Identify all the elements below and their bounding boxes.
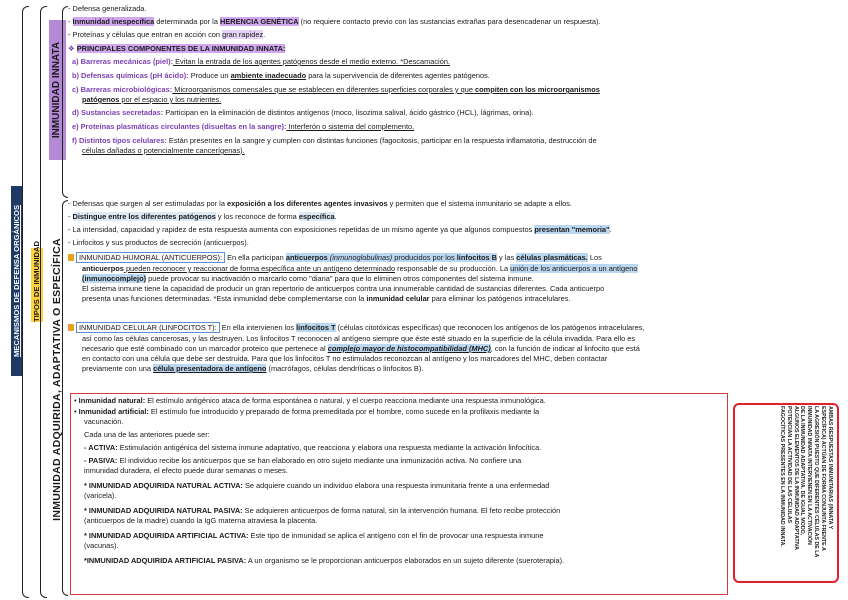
component-c: c) Barreras microbiológicas: Microorganismos comensales que se establecen en diferentes superficies corporales y que compiten con los microorganismos (72, 85, 600, 94)
sidenote-rotated (778, 406, 833, 576)
tipos-inmunidad-label: TIPOS DE INMUNIDAD (32, 240, 41, 322)
component-e: e) Proteínas plasmáticas circulantes (disueltas en la sangre): Interferón o sistema del complemento. (72, 122, 415, 131)
component-f: f) Distintos tipos celulares: Están presentes en la sangre y cumplen con distintas funciones (fagocitosis, participar en la respuesta inflamatoria, destrucción de (72, 136, 597, 145)
sidenote-line: LA AGRESIÓN PUESTO QUE DIFERENTES CÉLULAS DE LA (813, 406, 820, 558)
celular-line-4: en contacto con una célula que debe ser destruida. Para que los linfocitos T no estimulados reconozcan al antígeno y los marcadores del MHC, deben contactar (82, 354, 608, 363)
adq-line-3: - La intensidad, capacidad y rapidez de esta respuesta aumenta con exposiciones repetidas de un mismo agente ya que algunos compuestos presentan "memoria". (68, 225, 612, 234)
artificial-activa-cont: (vacunas). (84, 541, 119, 550)
component-f-cont: células dañadas o potencialmente cancerígenas). (82, 146, 245, 155)
component-d: d) Sustancias secretadas: Participan en la eliminación de distintos antígenos (moco, lisozima salival, ácido gástrico (HCL), lágrimas, orina). (72, 108, 534, 117)
humoral-line-3: (inmunocomplejo) puede provocar su inactivación o marcarlo como "diana" para que lo eliminen otros componentes del sistema inmune. (82, 274, 534, 283)
pasiva-item: - PASIVA: El individuo recibe los anticuerpos que se han elaborado en otro sujeto mediante una inmunización activa. No confiere una (84, 456, 522, 465)
sidenote-line: POTENCIAN LA ACTIVIDAD DE LAS CÉLULAS (785, 406, 792, 524)
humoral-line-1: INMUNIDAD HUMORAL (ANTICUERPOS): En ella participan anticuerpos (inmunoglobulinas) producidos por los linfocitos B y las células plasmáticas. Los (68, 253, 838, 262)
adq-line-1: - Defensas que surgen al ser estimuladas por la exposición a los diferentes agentes invasivos y permiten que el sistema inmunitario se adapte a ellos. (68, 199, 573, 208)
sidenote-line: ESPECÍFICA) ACTÚAN DE FORMA CONJUNTA FRENTE A (820, 406, 827, 551)
innata-line-3: - Proteínas y células que entran en acción con gran rapidez. (68, 30, 266, 39)
inmunidad-innata-label: INMUNIDAD INNATA (49, 20, 66, 160)
main-title-label: MECANISMOS DE DEFENSA ORGÁNICOS (11, 186, 23, 376)
activa-item: - ACTIVA: Estimulación antigénica del sistema inmune adaptativo, que reacciona y elabora una respuesta mediante la activación linfocítica. (84, 443, 542, 452)
component-c-cont: patógenos por el espacio y los nutrientes. (82, 95, 222, 104)
inmunidad-adquirida-label: INMUNIDAD ADQUIRIDA, ADAPTATIVA O ESPECÍFICA (51, 238, 63, 521)
natural-activa-cont: (varicela). (84, 491, 117, 500)
innata-components-header: ❖ PRINCIPALES COMPONENTES DE LA INMUNIDAD INNATA: (68, 44, 286, 53)
pin-icon (68, 254, 74, 261)
innata-line-1: - Defensa generalizada. (68, 4, 147, 13)
component-a: a) Barreras mecánicas (piel): Evitan la entrada de los agentes patógenos desde el medio externo. *Descamación. (72, 57, 450, 66)
celular-line-3: necesario que esté combinado con un marcador proteico que pertenece al complejo mayor de histocompatibilidad (MHC), con la función de indicar al linfocito que está (82, 344, 640, 353)
sidenote-line: DE LA INMUNIDAD ADAPTATIVA. DE IGUAL MODO, (799, 406, 806, 536)
natural-activa-item: * INMUNIDAD ADQUIRIDA NATURAL ACTIVA: Se adquiere cuando un individuo elabora una respuesta inmunitaria frente a una enfermedad (84, 481, 550, 490)
cada-una-line: Cada una de las anteriores puede ser: (84, 430, 210, 439)
sidenote-line: INMUNIDAD INNATA INTERVIENEN EN LA ACTIVACIÓN (806, 406, 813, 545)
artificial-activa-item: * INMUNIDAD ADQUIRIDA ARTIFICIAL ACTIVA: Este tipo de inmunidad se aplica el antígeno con el fin de provocar una respuesta inmune (84, 531, 544, 540)
humoral-line-4: El sistema inmune tiene la capacidad de producir un gran repertorio de anticuerpos contra una innumerable cantidad de sustancias diferentes. Cada anticuerpo (82, 284, 605, 293)
humoral-line-2: anticuerpos pueden reconocer y reaccionar de forma específica ante un antígeno determinado responsable de su producción. La unión de los anticuerpos a un antígeno (82, 264, 638, 273)
artificial-item-cont: vacunación. (84, 417, 124, 426)
sidenote-line: AMBAS RESPUESTAS INMUNITARIAS (INNATA Y (827, 406, 833, 530)
artificial-item: • Inmunidad artificial: El estímulo fue introducido y preparado de forma premeditada por el hombre, como sucede en la profilaxis mediante la (74, 407, 540, 416)
tipos-brace (40, 6, 47, 598)
humoral-line-5: presenta unas funciones determinadas. *Esta inmunidad debe complementarse con la inmunidad celular para eliminar los patógenos intracelulares. (82, 294, 571, 303)
pasiva-item-cont: inmunidad duradera, el efecto puede durar semanas o meses. (84, 466, 288, 475)
natural-item: • Inmunidad natural: El estímulo antigénico ataca de forma espontánea o natural, y el cuerpo reacciona mediante una respuesta inmunológica. (74, 396, 546, 405)
innata-line-2: - Inmunidad inespecífica determinada por la HERENCIA GENÉTICA (no requiere contacto previo con las sustancias extrañas para desencadenar un respuesta). (68, 17, 601, 26)
celular-line-2: así como las células cancerosas, y las destruyen. Los linfocitos T reconocen al antígeno siempre que éste esté situado en la superficie de la célula invadida. Para ello es (82, 334, 636, 343)
natural-pasiva-cont: (anticuerpos de la madre) cuando la IgG materna atraviesa la placenta. (84, 516, 318, 525)
humoral-title: INMUNIDAD HUMORAL (ANTICUERPOS): (76, 252, 225, 263)
adq-line-2: - Distingue entre los diferentes patógenos y los reconoce de forma específica. (68, 212, 337, 221)
celular-line-5: previamente con una célula presentadora de antígeno (macrófagos, células dendríticas o linfocitos B). (82, 364, 424, 373)
pin-icon (68, 324, 74, 331)
artificial-pasiva-item: *INMUNIDAD ADQUIRIDA ARTIFICIAL PASIVA: A un organismo se le proporcionan anticuerpos elaborados en un sujeto diferente (sueroterapia). (84, 556, 565, 565)
sidenote-line: ALGUNOS ELEMENTOS DE LA INMUNIDAD ADAPTATIVA (792, 406, 799, 550)
sidenote-line: FAGOCÍTICAS PRESENTES EN LA INMUNIDAD INNATA. (778, 406, 785, 547)
natural-pasiva-item: * INMUNIDAD ADQUIRIDA NATURAL PASIVA: Se adquieren anticuerpos de forma natural, sin la intervención humana. El feto recibe protección (84, 506, 561, 515)
main-brace (22, 6, 29, 598)
component-b: b) Defensas químicas (pH ácido): Produce un ambiente inadecuado para la supervivencia de diferentes agentes patógenos. (72, 71, 490, 80)
celular-line-1: INMUNIDAD CELULAR (LINFOCITOS T): En ella intervienen los linfocitos T (células citotóxicas específicas) que reconocen los antígenos de los patógenos intracelulares, (68, 323, 838, 332)
adq-line-4: - Linfocitos y sus productos de secreción (anticuerpos). (68, 238, 249, 247)
celular-title: INMUNIDAD CELULAR (LINFOCITOS T): (76, 322, 220, 333)
